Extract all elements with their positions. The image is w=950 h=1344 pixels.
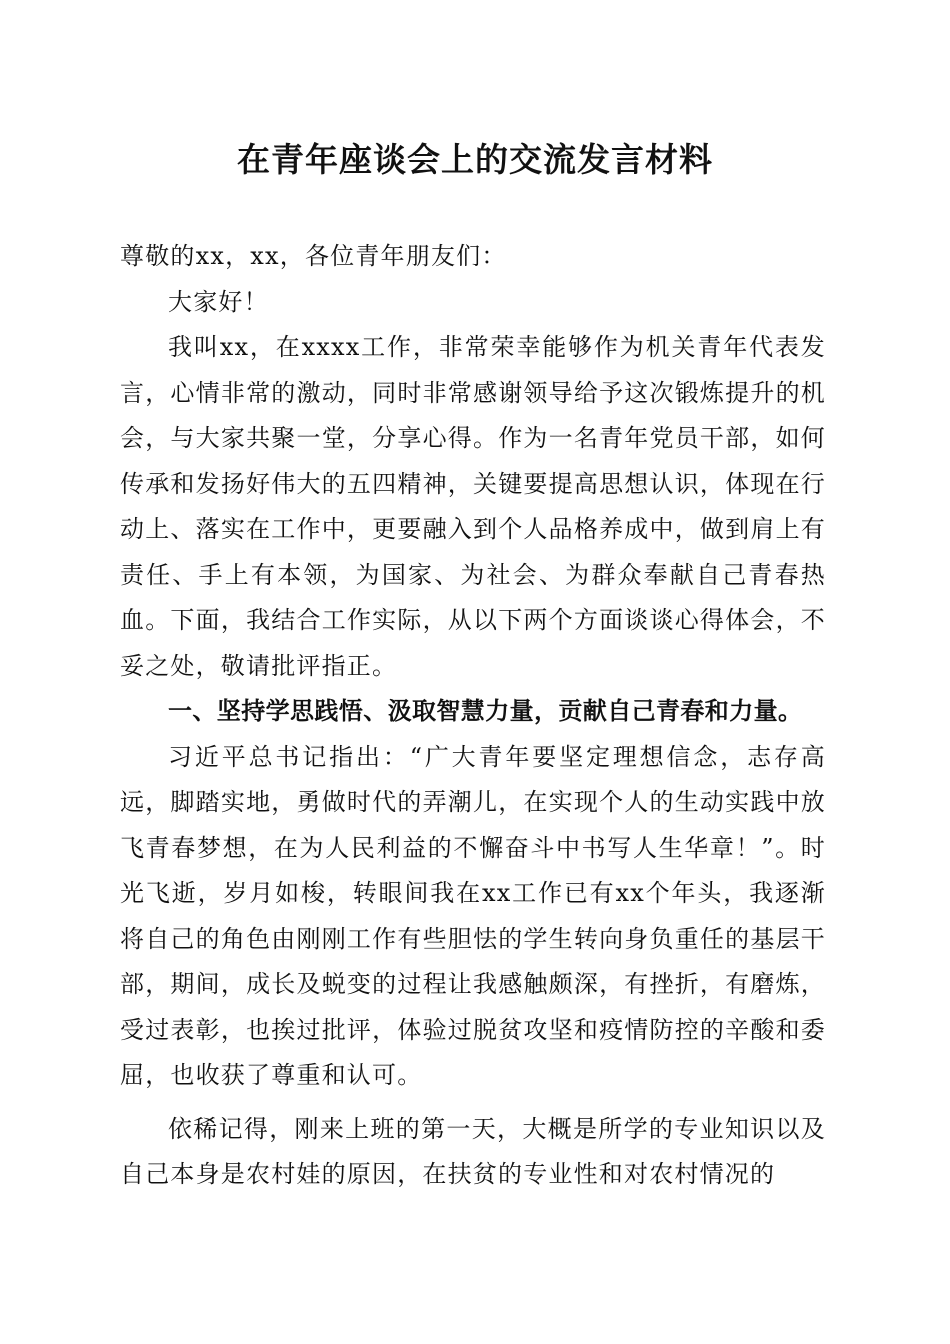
document-body (120, 234, 826, 1198)
intro-paragraph: 我叫xx，在xxxx工作，非常荣幸能够作为机关青年代表发言，心情非常的激动，同时非常感谢领导给予这次锻炼提升的机会，与大家共聚一堂，分享心得。作为一名青年党员干部，如何传承和发扬好伟大的五四精神，关键要提高思想认识，体现在行动上、落实在工作中，更要融入到个人品格养成中，做到肩上有责任、手上有本领，为国家、为社会、为群众奉献自己青春热血。下面，我结合工作实际，从以下两个方面谈谈心得体会，不妥之处，敬请批评指正。 (120, 333, 826, 680)
body-paragraph: 依稀记得，刚来上班的第一天，大概是所学的专业知识以及自己本身是农村娃的原因，在扶贫的专业性和对农村情况的 (120, 1114, 826, 1188)
document-title: 在青年座谈会上的交流发言材料 (237, 140, 713, 179)
greeting: 大家好！ (168, 287, 269, 316)
salutation: 尊敬的xx，xx，各位青年朋友们： (120, 242, 507, 270)
section-heading: 一、坚持学思践悟、汲取智慧力量，贡献自己青春和力量。 (168, 697, 803, 725)
body-paragraph: 习近平总书记指出：“广大青年要坚定理想信念，志存高远，脚踏实地，勇做时代的弄潮儿，在实现个人的生动实践中放飞青春梦想，在为人民利益的不懈奋斗中书写人生华章！”。时光飞逝，岁月如梭，转眼间我在xx工作已有xx个年头，我逐渐将自己的角色由刚刚工作有些胆怯的学生转向身负重任的基层干部，期间，成长及蜕变的过程让我感触颇深，有挫折，有磨炼，受过表彰，也挨过批评，体验过脱贫攻坚和疫情防控的辛酸和委屈，也收获了尊重和认可。 (120, 742, 826, 1089)
